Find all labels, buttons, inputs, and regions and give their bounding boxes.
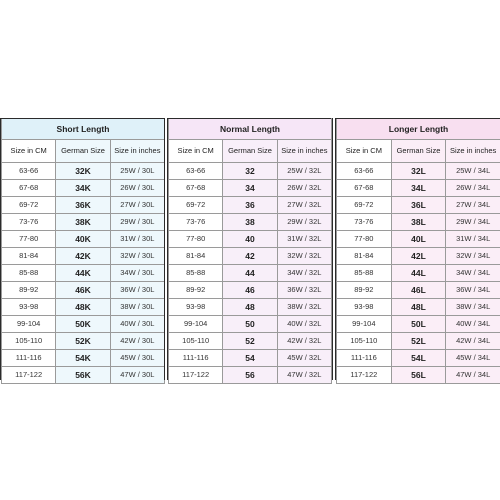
size-inches-cell: 34W / 32L bbox=[277, 265, 331, 282]
size-table bbox=[168, 118, 332, 384]
german-size-cell: 56L bbox=[391, 367, 446, 384]
size-cm-cell: 85-88 bbox=[2, 265, 56, 282]
german-size-cell: 44 bbox=[223, 265, 277, 282]
size-cm-cell: 111-116 bbox=[337, 350, 392, 367]
german-size-cell: 52 bbox=[223, 333, 277, 350]
column-header-cm: Size in CM bbox=[337, 140, 392, 163]
table-row bbox=[169, 197, 332, 214]
german-size-cell: 44K bbox=[56, 265, 110, 282]
column-header-inches: Size in inches bbox=[446, 140, 500, 163]
size-cm-cell: 117-122 bbox=[2, 367, 56, 384]
table-row bbox=[337, 350, 500, 367]
size-inches-cell: 38W / 30L bbox=[110, 299, 164, 316]
size-inches-cell: 25W / 32L bbox=[277, 163, 331, 180]
column-header-inches: Size in inches bbox=[110, 140, 164, 163]
german-size-cell: 34K bbox=[56, 180, 110, 197]
german-size-cell: 32K bbox=[56, 163, 110, 180]
size-inches-cell: 45W / 32L bbox=[277, 350, 331, 367]
size-cm-cell: 81-84 bbox=[2, 248, 56, 265]
size-inches-cell: 45W / 34L bbox=[446, 350, 500, 367]
size-cm-cell: 69-72 bbox=[337, 197, 392, 214]
size-cm-cell: 67-68 bbox=[2, 180, 56, 197]
table-row bbox=[2, 231, 165, 248]
table-row bbox=[169, 163, 332, 180]
size-cm-cell: 111-116 bbox=[2, 350, 56, 367]
german-size-cell: 40K bbox=[56, 231, 110, 248]
size-inches-cell: 32W / 30L bbox=[110, 248, 164, 265]
column-header-cm: Size in CM bbox=[169, 140, 223, 163]
german-size-cell: 56 bbox=[223, 367, 277, 384]
table-row bbox=[2, 316, 165, 333]
size-cm-cell: 85-88 bbox=[337, 265, 392, 282]
table-row bbox=[337, 214, 500, 231]
size-cm-cell: 77-80 bbox=[2, 231, 56, 248]
german-size-cell: 34L bbox=[391, 180, 446, 197]
size-inches-cell: 40W / 34L bbox=[446, 316, 500, 333]
table-divider bbox=[164, 118, 165, 380]
size-inches-cell: 25W / 30L bbox=[110, 163, 164, 180]
table-divider bbox=[332, 118, 333, 380]
german-size-cell: 36K bbox=[56, 197, 110, 214]
german-size-cell: 42L bbox=[391, 248, 446, 265]
table-row bbox=[337, 367, 500, 384]
german-size-cell: 48K bbox=[56, 299, 110, 316]
german-size-cell: 46 bbox=[223, 282, 277, 299]
size-cm-cell: 111-116 bbox=[169, 350, 223, 367]
size-inches-cell: 26W / 32L bbox=[277, 180, 331, 197]
size-inches-cell: 32W / 32L bbox=[277, 248, 331, 265]
table-row bbox=[337, 197, 500, 214]
table-row bbox=[337, 231, 500, 248]
size-cm-cell: 73-76 bbox=[337, 214, 392, 231]
size-inches-cell: 42W / 32L bbox=[277, 333, 331, 350]
table-row bbox=[337, 163, 500, 180]
size-inches-cell: 45W / 30L bbox=[110, 350, 164, 367]
short-length-table bbox=[0, 118, 165, 380]
table-row bbox=[2, 299, 165, 316]
german-size-cell: 54K bbox=[56, 350, 110, 367]
size-inches-cell: 36W / 34L bbox=[446, 282, 500, 299]
table-row bbox=[169, 367, 332, 384]
german-size-cell: 48 bbox=[223, 299, 277, 316]
size-inches-cell: 36W / 30L bbox=[110, 282, 164, 299]
size-cm-cell: 89-92 bbox=[337, 282, 392, 299]
german-size-cell: 54 bbox=[223, 350, 277, 367]
size-cm-cell: 99-104 bbox=[169, 316, 223, 333]
size-inches-cell: 32W / 34L bbox=[446, 248, 500, 265]
size-cm-cell: 69-72 bbox=[2, 197, 56, 214]
german-size-cell: 52L bbox=[391, 333, 446, 350]
german-size-cell: 48L bbox=[391, 299, 446, 316]
size-cm-cell: 89-92 bbox=[169, 282, 223, 299]
size-inches-cell: 29W / 32L bbox=[277, 214, 331, 231]
size-cm-cell: 85-88 bbox=[169, 265, 223, 282]
table-body bbox=[169, 163, 332, 384]
size-inches-cell: 27W / 32L bbox=[277, 197, 331, 214]
size-cm-cell: 93-98 bbox=[337, 299, 392, 316]
size-inches-cell: 31W / 34L bbox=[446, 231, 500, 248]
size-inches-cell: 36W / 32L bbox=[277, 282, 331, 299]
table-body bbox=[2, 163, 165, 384]
table-row bbox=[337, 299, 500, 316]
size-cm-cell: 105-110 bbox=[337, 333, 392, 350]
table-row bbox=[2, 197, 165, 214]
size-inches-cell: 26W / 30L bbox=[110, 180, 164, 197]
table-row bbox=[169, 350, 332, 367]
size-table bbox=[1, 118, 165, 384]
size-cm-cell: 105-110 bbox=[2, 333, 56, 350]
german-size-cell: 42 bbox=[223, 248, 277, 265]
size-cm-cell: 117-122 bbox=[337, 367, 392, 384]
table-row bbox=[169, 282, 332, 299]
table-row bbox=[337, 316, 500, 333]
size-table bbox=[336, 118, 500, 384]
table-row bbox=[2, 350, 165, 367]
table-row bbox=[169, 248, 332, 265]
table-row bbox=[169, 214, 332, 231]
size-cm-cell: 63-66 bbox=[337, 163, 392, 180]
german-size-cell: 36L bbox=[391, 197, 446, 214]
size-cm-cell: 89-92 bbox=[2, 282, 56, 299]
german-size-cell: 38K bbox=[56, 214, 110, 231]
german-size-cell: 44L bbox=[391, 265, 446, 282]
table-row bbox=[169, 316, 332, 333]
size-inches-cell: 47W / 30L bbox=[110, 367, 164, 384]
german-size-cell: 54L bbox=[391, 350, 446, 367]
size-cm-cell: 93-98 bbox=[2, 299, 56, 316]
size-inches-cell: 29W / 34L bbox=[446, 214, 500, 231]
table-row bbox=[2, 333, 165, 350]
column-header-german-size: German Size bbox=[391, 140, 446, 163]
size-cm-cell: 93-98 bbox=[169, 299, 223, 316]
size-cm-cell: 117-122 bbox=[169, 367, 223, 384]
german-size-cell: 34 bbox=[223, 180, 277, 197]
size-inches-cell: 40W / 32L bbox=[277, 316, 331, 333]
german-size-cell: 56K bbox=[56, 367, 110, 384]
table-row bbox=[337, 282, 500, 299]
table-row bbox=[169, 180, 332, 197]
size-cm-cell: 63-66 bbox=[169, 163, 223, 180]
size-cm-cell: 105-110 bbox=[169, 333, 223, 350]
size-cm-cell: 69-72 bbox=[169, 197, 223, 214]
table-row bbox=[2, 214, 165, 231]
german-size-cell: 52K bbox=[56, 333, 110, 350]
table-row bbox=[2, 265, 165, 282]
german-size-cell: 50K bbox=[56, 316, 110, 333]
size-inches-cell: 42W / 34L bbox=[446, 333, 500, 350]
german-size-cell: 38 bbox=[223, 214, 277, 231]
column-header-cm: Size in CM bbox=[2, 140, 56, 163]
size-cm-cell: 77-80 bbox=[169, 231, 223, 248]
size-inches-cell: 38W / 32L bbox=[277, 299, 331, 316]
german-size-cell: 32 bbox=[223, 163, 277, 180]
column-header-german-size: German Size bbox=[223, 140, 277, 163]
size-inches-cell: 34W / 30L bbox=[110, 265, 164, 282]
german-size-cell: 46K bbox=[56, 282, 110, 299]
german-size-cell: 38L bbox=[391, 214, 446, 231]
size-inches-cell: 25W / 34L bbox=[446, 163, 500, 180]
size-cm-cell: 67-68 bbox=[169, 180, 223, 197]
german-size-cell: 36 bbox=[223, 197, 277, 214]
table-row bbox=[2, 282, 165, 299]
table-row bbox=[337, 248, 500, 265]
german-size-cell: 40 bbox=[223, 231, 277, 248]
size-cm-cell: 67-68 bbox=[337, 180, 392, 197]
table-row bbox=[337, 333, 500, 350]
size-cm-cell: 81-84 bbox=[169, 248, 223, 265]
size-inches-cell: 31W / 32L bbox=[277, 231, 331, 248]
column-header-german-size: German Size bbox=[56, 140, 110, 163]
german-size-cell: 40L bbox=[391, 231, 446, 248]
size-cm-cell: 73-76 bbox=[2, 214, 56, 231]
table-row bbox=[169, 299, 332, 316]
table-title: Normal Length bbox=[169, 119, 332, 140]
size-cm-cell: 99-104 bbox=[2, 316, 56, 333]
table-row bbox=[169, 231, 332, 248]
german-size-cell: 32L bbox=[391, 163, 446, 180]
size-inches-cell: 26W / 34L bbox=[446, 180, 500, 197]
size-inches-cell: 40W / 30L bbox=[110, 316, 164, 333]
longer-length-table bbox=[335, 118, 500, 380]
german-size-cell: 46L bbox=[391, 282, 446, 299]
size-cm-cell: 81-84 bbox=[337, 248, 392, 265]
column-header-inches: Size in inches bbox=[277, 140, 331, 163]
table-row bbox=[169, 265, 332, 282]
german-size-cell: 50 bbox=[223, 316, 277, 333]
german-size-cell: 42K bbox=[56, 248, 110, 265]
table-row bbox=[169, 333, 332, 350]
size-inches-cell: 47W / 32L bbox=[277, 367, 331, 384]
table-row bbox=[337, 180, 500, 197]
size-inches-cell: 29W / 30L bbox=[110, 214, 164, 231]
size-cm-cell: 63-66 bbox=[2, 163, 56, 180]
size-inches-cell: 34W / 34L bbox=[446, 265, 500, 282]
size-cm-cell: 77-80 bbox=[337, 231, 392, 248]
german-size-cell: 50L bbox=[391, 316, 446, 333]
size-inches-cell: 38W / 34L bbox=[446, 299, 500, 316]
table-body bbox=[337, 163, 500, 384]
size-inches-cell: 27W / 30L bbox=[110, 197, 164, 214]
table-title: Longer Length bbox=[337, 119, 500, 140]
size-inches-cell: 42W / 30L bbox=[110, 333, 164, 350]
table-row bbox=[2, 367, 165, 384]
size-cm-cell: 73-76 bbox=[169, 214, 223, 231]
table-title: Short Length bbox=[2, 119, 165, 140]
size-inches-cell: 47W / 34L bbox=[446, 367, 500, 384]
size-cm-cell: 99-104 bbox=[337, 316, 392, 333]
size-inches-cell: 31W / 30L bbox=[110, 231, 164, 248]
table-row bbox=[2, 180, 165, 197]
normal-length-table bbox=[167, 118, 332, 380]
table-row bbox=[337, 265, 500, 282]
table-row bbox=[2, 248, 165, 265]
size-inches-cell: 27W / 34L bbox=[446, 197, 500, 214]
table-row bbox=[2, 163, 165, 180]
